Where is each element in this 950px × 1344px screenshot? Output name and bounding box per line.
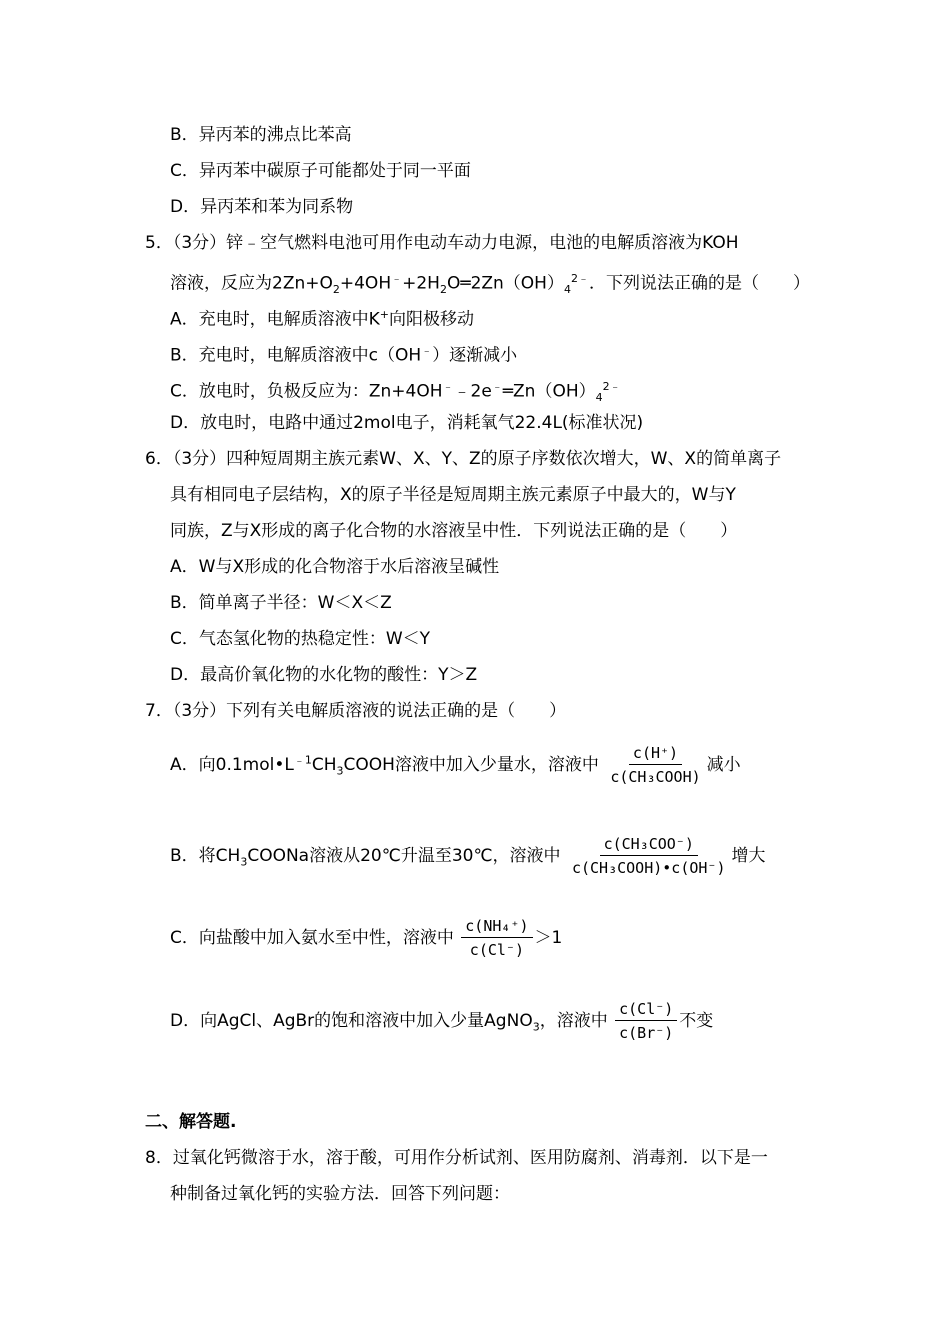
q7-option-c: C．向盐酸中加入氨水至中性，溶液中 $\frac{\text{c(NH₄⁺)}}{c(Cl^-)}$ ＞1 — [170, 917, 563, 959]
q7-option-a: A．向$0.1mol•L^{﹣1}CH_3COOH$溶液中加入少量水，溶液中 $\frac{c(H^+)}{\text{c(CH₃COOH)}}$ 减小 — [170, 744, 741, 786]
section-heading: 二、解答题. — [145, 1112, 237, 1132]
q6-stem-line1: 6．（3分）四种短周期主族元素W、X、Y、Z的原子序数依次增大，W、X的简单离子 — [145, 449, 782, 469]
q6-option-a: A．W与X形成的化合物溶于水后溶液呈碱性 — [170, 557, 500, 577]
q6-stem-line2: 具有相同电子层结构，X的原子半径是短周期主族元素原子中最大的，W与Y — [170, 485, 736, 505]
q6-option-c: C．气态氢化物的热稳定性：W＜Y — [170, 629, 431, 649]
q5-stem-line1: 5．（3分）锌﹣空气燃料电池可用作电动车动力电源，电池的电解质溶液为KOH — [145, 233, 739, 253]
q8-stem-line1: 8．过氧化钙微溶于水，溶于酸，可用作分析试剂、医用防腐剂、消毒剂．以下是一 — [145, 1148, 768, 1168]
q5-stem-line2: 溶液，反应为$2Zn+O_2+4OH^﹣+2H_2O═2Zn(OH)_4^{2﹣}$．下列说法正确的是（ ） — [170, 272, 810, 297]
q4-option-b: B．异丙苯的沸点比苯高 — [170, 125, 352, 145]
q5-option-d: D．放电时，电路中通过2mol电子，消耗氧气22.4L(标准状况) — [170, 413, 644, 433]
q7-option-b: B．将$CH_3COONa$溶液从20℃升温至30℃，溶液中 $\frac{\text{c(CH₃COO⁻)}}{\text{c(CH₃COOH)•c(OH⁻)}}$ 增大 — [170, 835, 766, 877]
q5-option-c: C．放电时，负极反应为：$Zn+4OH^﹣﹣2e^﹣═Zn(OH)_4^{2﹣}$ — [170, 380, 621, 405]
q4-option-c: C．异丙苯中碳原子可能都处于同一平面 — [170, 161, 471, 181]
q6-stem-line3: 同族，Z与X形成的离子化合物的水溶液呈中性．下列说法正确的是（ ） — [170, 521, 738, 541]
q8-stem-line2: 种制备过氧化钙的实验方法．回答下列问题： — [170, 1184, 510, 1204]
q7-b-fraction: $\frac{\text{c(CH₃COO⁻)}}{\text{c(CH₃COOH)•c(OH⁻)}}$ — [571, 835, 726, 877]
q7-option-d: D．向AgCl、AgBr的饱和溶液中加入少量AgNO$_3$，溶液中 $\frac{c(Cl^-)}{c(Br^-)}$ 不变 — [170, 1000, 714, 1042]
q5-option-b: B．充电时，电解质溶液中c（OH﹣）逐渐减小 — [170, 344, 518, 366]
q4-option-d: D．异丙苯和苯为同系物 — [170, 197, 354, 217]
q7-a-fraction: $\frac{c(H^+)}{\text{c(CH₃COOH)}}$ — [610, 744, 701, 786]
q7-stem: 7．（3分）下列有关电解质溶液的说法正确的是（ ） — [145, 701, 567, 721]
q7-d-fraction: $\frac{c(Cl^-)}{c(Br^-)}$ — [615, 999, 677, 1043]
q6-option-d: D．最高价氧化物的水化物的酸性：Y＞Z — [170, 665, 478, 685]
q7-c-fraction: $\frac{\text{c(NH₄⁺)}}{c(Cl^-)}$ — [461, 916, 532, 960]
q6-option-b: B．简单离子半径：W＜X＜Z — [170, 593, 392, 613]
q5-option-a: A．充电时，电解质溶液中K+向阳极移动 — [170, 308, 474, 330]
